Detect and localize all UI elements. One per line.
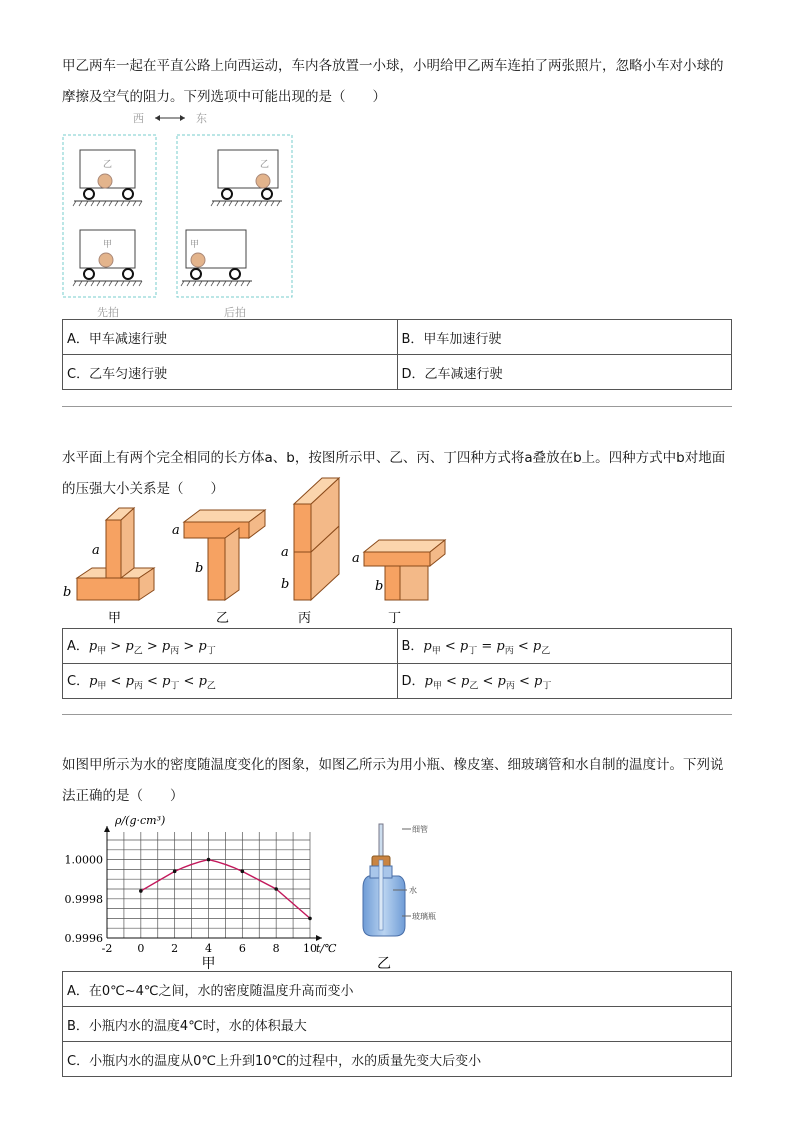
svg-text:a: a xyxy=(92,543,100,558)
divider xyxy=(62,406,732,407)
question-1-stem: 甲乙两车一起在平直公路上向西运动，车内各放置一小球，小明给甲乙两车连拍了两张照片，忽略小车对小球的摩擦及空气的阻力。下列选项中可能出现的是（ ） xyxy=(62,58,724,105)
data-point xyxy=(139,889,143,893)
x-tick-label: -2 xyxy=(101,942,113,955)
x-tick-label: 10 xyxy=(303,942,317,955)
y-tick-label: 0.9996 xyxy=(64,932,103,945)
q1-option-d[interactable]: D．乙车减速行驶 xyxy=(397,355,732,390)
expr-a: $p_甲 > p_乙 > p_丙 > p_丁$ xyxy=(88,639,216,657)
q3-option-c[interactable]: C．小瓶内水的温度从0℃上升到10℃的过程中，水的质量先变大后变小 xyxy=(63,1042,732,1077)
svg-text:甲: 甲 xyxy=(190,240,200,250)
label-ding: 丁 xyxy=(388,611,402,626)
water-label: 水 xyxy=(409,886,417,895)
y-axis-arrow xyxy=(104,826,110,832)
q2-option-c[interactable]: C．$p_甲 < p_丙 < p_丁 < p_乙$ xyxy=(63,664,398,699)
q1-option-c[interactable]: C．乙车匀速行驶 xyxy=(63,355,398,390)
q2-option-b[interactable]: B．$p_甲 < p_丁 = p_丙 < p_乙$ xyxy=(397,629,732,664)
svg-text:a: a xyxy=(281,545,289,560)
q3-options xyxy=(62,971,732,1077)
q1-option-b[interactable]: B．甲车加速行驶 xyxy=(397,320,732,355)
expr-c: $p_甲 < p_丙 < p_丁 < p_乙$ xyxy=(89,674,216,692)
x-axis-label: t/℃ xyxy=(316,942,337,955)
density-chart xyxy=(60,810,350,970)
q3-option-a[interactable]: A．在0℃~4℃之间，水的密度随温度升高而变小 xyxy=(63,972,732,1007)
svg-text:b: b xyxy=(63,585,72,600)
x-tick-label: 2 xyxy=(171,942,179,955)
q1-options xyxy=(62,319,732,390)
data-point xyxy=(241,870,245,874)
x-tick-label: 0 xyxy=(137,942,145,955)
expr-d: $p_甲 < p_乙 < p_丙 < p_丁$ xyxy=(424,674,552,692)
q3-option-b[interactable]: B．小瓶内水的温度4℃时，水的体积最大 xyxy=(63,1007,732,1042)
svg-text:乙: 乙 xyxy=(260,160,270,170)
divider xyxy=(62,714,732,715)
figure-yi-label: 乙 xyxy=(377,956,391,972)
y-tick-label: 1.0000 xyxy=(64,853,103,867)
svg-text:乙: 乙 xyxy=(103,160,113,170)
label-jia: 甲 xyxy=(108,611,122,626)
east-label: 东 xyxy=(196,112,207,125)
car-yi-later xyxy=(211,150,282,206)
svg-text:a: a xyxy=(172,523,180,538)
data-point xyxy=(308,917,312,921)
svg-text:b: b xyxy=(195,561,204,576)
west-label: 西 xyxy=(133,112,144,125)
figure-jia-label: 甲 xyxy=(201,956,216,972)
q2-options xyxy=(62,628,732,699)
tube-label: 细管 xyxy=(412,825,428,834)
later-photo-label: 后拍 xyxy=(224,306,246,319)
question-3-stem: 如图甲所示为水的密度随温度变化的图象，如图乙所示为用小瓶、橡皮塞、细玻璃管和水自制的温度计。下列说法正确的是（ ） xyxy=(62,757,724,804)
car-yi-first xyxy=(73,150,142,206)
x-tick-label: 6 xyxy=(238,942,246,955)
data-point xyxy=(173,870,177,874)
label-bing: 丙 xyxy=(298,611,312,626)
label-yi: 乙 xyxy=(216,611,230,626)
glass-bottle xyxy=(363,876,405,936)
data-point xyxy=(274,887,278,891)
first-photo-label: 先拍 xyxy=(97,306,119,319)
y-axis-label: ρ/(g·cm³) xyxy=(115,814,166,827)
svg-text:甲: 甲 xyxy=(103,240,113,250)
y-tick-label: 0.9998 xyxy=(64,892,103,906)
svg-text:a: a xyxy=(352,551,360,566)
stack-jia xyxy=(63,508,154,600)
q1-figure xyxy=(60,108,300,320)
stack-yi xyxy=(172,510,265,600)
car-jia-first xyxy=(73,230,142,286)
svg-text:b: b xyxy=(375,579,384,594)
q2-option-a[interactable]: A．$p_甲 > p_乙 > p_丙 > p_丁$ xyxy=(63,629,398,664)
x-tick-label: 8 xyxy=(272,942,280,955)
q1-option-a[interactable]: A．甲车减速行驶 xyxy=(63,320,398,355)
bottle-label: 玻璃瓶 xyxy=(412,912,436,921)
thermometer-bottle xyxy=(355,820,465,970)
q2-figure xyxy=(62,504,462,630)
stack-ding xyxy=(352,540,445,600)
q2-option-d[interactable]: D．$p_甲 < p_乙 < p_丙 < p_丁$ xyxy=(397,664,732,699)
expr-b: $p_甲 < p_丁 = p_丙 < p_乙$ xyxy=(423,639,551,657)
question-2-stem: 水平面上有两个完全相同的长方体a、b，按图所示甲、乙、丙、丁四种方式将a叠放在b上。四种方式中b对地面的压强大小关系是（ ） xyxy=(62,450,726,497)
x-axis-arrow xyxy=(316,935,322,941)
svg-text:b: b xyxy=(281,577,290,592)
data-point xyxy=(207,858,211,862)
x-tick-label: 4 xyxy=(205,942,212,955)
car-jia-later xyxy=(181,230,252,286)
